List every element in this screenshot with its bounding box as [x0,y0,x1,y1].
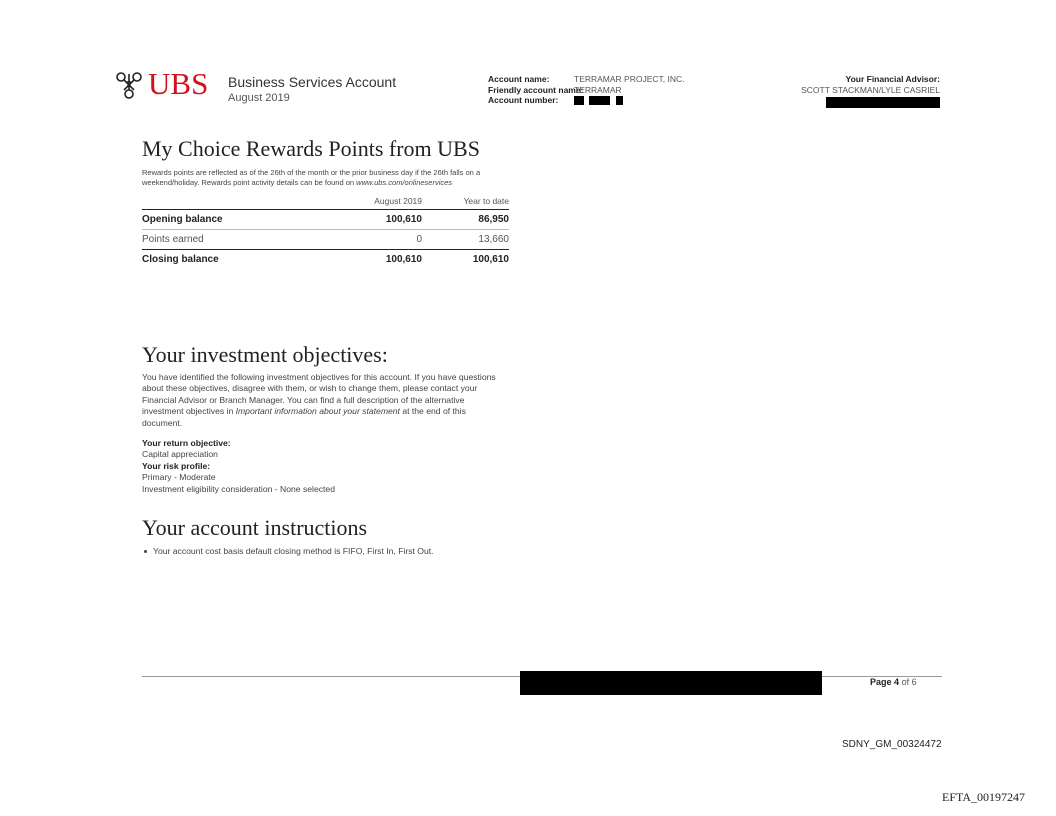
bates-number: SDNY_GM_00324472 [842,739,942,750]
page-number [870,677,917,687]
account-type: Business Services Account [228,74,397,90]
rewards-note-link[interactable]: www.ubs.com/onlineservices [356,178,453,187]
account-number-redaction [574,95,685,107]
account-info-values [574,74,685,107]
row-ytd-value: 86,950 [422,210,509,230]
friendly-name-value: TERRAMAR [574,84,622,95]
column-header-ytd: Year to date [422,193,509,210]
row-ytd-value: 100,610 [472,254,509,265]
return-objective-label: Your return objective: [142,438,231,448]
page-label: Page [870,677,892,687]
row-period-value: 100,610 [385,254,422,265]
objectives-title: Your investment objectives: [142,342,388,367]
risk-profile-label: Your risk profile: [142,460,211,471]
advisor-label: Your Financial Advisor: [845,74,940,84]
risk-profile-primary: Primary - Moderate [142,472,216,483]
rewards-note [142,168,522,188]
rewards-table [142,193,509,269]
advisor-name: SCOTT STACKMAN/LYLE CASRIEL [801,84,940,95]
row-label: Opening balance [142,210,282,230]
row-label: Points earned [142,234,204,245]
objectives-line-4-italic: Important information about your statement [235,406,400,417]
instruction-item-text: Your account cost basis default closing method is FIFO, First In, First Out. [153,546,434,556]
objectives-line-4b: at the end of this [399,406,466,417]
rewards-note-line2: weekend/holiday. Rewards point activity details can be found on [142,178,357,187]
account-name-value: TERRAMAR PROJECT, INC. [574,74,685,84]
table-row [142,230,509,250]
ubs-keys-logo [112,68,146,102]
column-header-period: August 2019 [282,193,422,210]
row-label: Closing balance [142,254,219,265]
table-row [142,210,509,230]
objectives-line-3: Financial Advisor or Branch Manager. You can find a full description of the alternative [142,394,465,405]
table-row [142,250,509,270]
objectives-line-1: You have identified the following investment objectives for this account. If you have questions [142,372,496,382]
objectives-line-4a: investment objectives in [142,406,236,417]
account-name-label: Account name: [488,74,550,84]
return-objective-value: Capital appreciation [142,449,218,460]
efta-number: EFTA_00197247 [942,790,1026,804]
instructions-title: Your account instructions [142,515,368,540]
rewards-title: My Choice Rewards Points from UBS [142,136,480,161]
risk-profile-eligibility: Investment eligibility consideration - None selected [142,483,335,494]
bullet-icon [144,550,147,553]
advisor-redaction [801,95,940,110]
page-current: 4 [894,677,900,687]
friendly-name-label: Friendly account name: [488,84,584,95]
account-info-labels [488,74,583,106]
objectives-details [142,438,335,495]
account-number-label: Account number: [488,95,559,105]
objectives-line-2: about these objectives, disagree with them, or wish to change them, please contact your [142,383,478,394]
ubs-logo-text: UBS [148,66,209,101]
instruction-item [144,546,434,557]
footer-redaction [520,671,822,695]
rewards-note-line1: Rewards points are reflected as of the 26th of the month or the prior business day if the 26th falls on a [142,168,481,177]
row-period-value: 100,610 [282,210,422,230]
row-period-value: 0 [416,234,422,245]
row-ytd-value: 13,660 [478,234,509,245]
financial-advisor [801,74,940,110]
page-total: of 6 [901,677,917,687]
rewards-table-header [142,193,509,210]
objectives-description [142,372,522,429]
statement-period: August 2019 [228,92,290,104]
objectives-line-5: document. [142,417,183,428]
